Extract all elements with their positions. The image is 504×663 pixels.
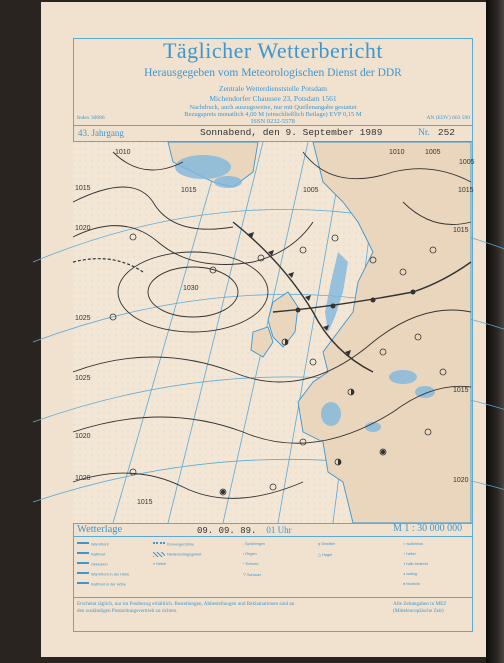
legend-label: Hagel xyxy=(321,553,332,557)
section-label: Wetterlage xyxy=(77,524,123,535)
legend-symbol: ● xyxy=(403,582,407,586)
legend-symbol xyxy=(77,542,89,547)
legend-item xyxy=(243,562,258,566)
subscription-notice: Erscheint täglich, nur im Postbezug erhältlich. Bestellungen, Abbestellungen und Reklamationen sind an den zuständigen Postzeitungsvertrieb zu richten. xyxy=(77,601,295,614)
legend-label: Schauer xyxy=(246,573,262,577)
issue-number-label: Nr. xyxy=(418,128,430,138)
rule-top xyxy=(73,125,473,126)
legend-label: Kaltfront xyxy=(91,552,106,557)
weather-map xyxy=(73,142,475,523)
legend-label: heiter xyxy=(406,552,416,556)
isobar-label: 1015 xyxy=(75,185,91,192)
legend-symbol xyxy=(77,572,89,577)
legend-item xyxy=(77,542,109,547)
legend-item xyxy=(77,552,105,557)
legend-item xyxy=(77,562,108,567)
weather-map-svg xyxy=(73,142,475,523)
legend-label: bedeckt xyxy=(406,582,420,586)
legend-symbol: ≡ xyxy=(153,562,157,566)
index-number: Index 30686 xyxy=(77,115,105,121)
legend-label: wolkenlos xyxy=(406,542,424,546)
legend-item xyxy=(77,572,129,577)
isobar-label: 1020 xyxy=(453,477,469,484)
isobar-label: 1020 xyxy=(75,225,91,232)
legend-symbol: ○ xyxy=(403,542,407,546)
legend-symbol: ʞ xyxy=(318,542,321,546)
map-scale: M 1 : 30 000 000 xyxy=(393,523,463,534)
isobar-label: 1015 xyxy=(458,187,474,194)
page-title: Täglicher Wetterbericht xyxy=(162,38,384,63)
legend-label: halb bedeckt xyxy=(406,562,428,566)
legend-symbol xyxy=(153,542,165,547)
legend-item xyxy=(318,542,335,546)
legend-symbol: ▽ xyxy=(243,573,247,577)
binding-edge xyxy=(486,0,504,663)
price-line: Bezugspreis monatlich 4,00 M (einschließlich Beilage) EVP 0,15 M xyxy=(184,111,362,118)
legend-symbol: ◑ xyxy=(403,562,407,566)
an-number: AN (EDV) 603 590 xyxy=(426,115,470,121)
isobar-label: 1015 xyxy=(181,187,197,194)
legend-item xyxy=(318,552,332,557)
isobar-label: 1010 xyxy=(115,149,131,156)
issn-line: ISSN 0232-5578 xyxy=(251,118,295,125)
legend-label: Warmfront in der Höhe xyxy=(91,572,130,577)
legend-item xyxy=(153,562,166,566)
isobar-label: 1015 xyxy=(137,499,153,506)
legend-symbol: △ xyxy=(318,553,322,557)
legend-item xyxy=(403,562,428,566)
legend-item xyxy=(403,542,423,546)
legend-symbol xyxy=(153,552,165,557)
map-date-value: 09. 09. 89. xyxy=(197,526,257,536)
legend-label: Konvergenzlinie xyxy=(167,542,195,547)
legend-label: Niederschlagsgebiet xyxy=(167,552,202,557)
legend-item xyxy=(153,552,201,557)
map-time: 01 Uhr xyxy=(266,525,292,535)
isobar-label: 1010 xyxy=(389,149,405,156)
legend-label: Kaltfront in der Höhe xyxy=(91,582,126,587)
legend-symbol: • xyxy=(243,552,246,556)
isobar-label: 1020 xyxy=(75,433,91,440)
legend-item xyxy=(153,542,194,547)
isobar-label: 1005 xyxy=(459,159,475,166)
legend-label: Nebel xyxy=(156,562,167,566)
issue-number-value: 252 xyxy=(437,127,455,138)
issue-number xyxy=(418,127,455,138)
legend-label: Okklusion xyxy=(91,562,108,567)
legend-symbol: , xyxy=(243,542,246,546)
address-line: Michendorfer Chaussee 23, Potsdam 1561 xyxy=(209,94,337,103)
legend-item xyxy=(243,542,265,546)
legend-item xyxy=(243,552,257,556)
map-date xyxy=(197,525,292,536)
isobar-label: 1025 xyxy=(75,375,91,382)
legend-item xyxy=(77,582,126,587)
legend-item xyxy=(403,572,417,576)
legend-item xyxy=(243,572,261,577)
legend-label: Schnee xyxy=(245,562,259,566)
legend-symbol xyxy=(77,552,89,557)
isobar-label: 1025 xyxy=(75,315,91,322)
legend-symbol xyxy=(77,562,89,567)
legend-symbol: ◔ xyxy=(403,552,407,556)
legend-label: wolkig xyxy=(406,572,417,576)
volume-label: 43. Jahrgang xyxy=(78,128,124,138)
legend-symbol xyxy=(77,582,89,587)
issue-date: Sonnabend, den 9. September 1989 xyxy=(200,127,383,138)
legend-label: Regen xyxy=(245,552,257,556)
legend-item xyxy=(403,552,416,556)
legend-label: Warmfront xyxy=(91,542,109,547)
time-zone-note: Alle Zeitangaben in MEZ (Mitteleuropäische Zeit) xyxy=(393,601,447,614)
isobar-label: 1015 xyxy=(453,227,469,234)
isobar-label: 1005 xyxy=(303,187,319,194)
reprint-notice: Nachdruck, auch auszugsweise, nur mit Quellenangabe gestattet xyxy=(189,104,357,111)
isobar-label: 1005 xyxy=(425,149,441,156)
isobar-label: 1030 xyxy=(183,285,199,292)
institute-line: Zentrale Wetterdienststelle Potsdam xyxy=(219,84,327,93)
legend xyxy=(73,536,471,596)
publisher-line: Herausgegeben vom Meteorologischen Dienst der DDR xyxy=(144,67,402,79)
isobar-label: 1015 xyxy=(453,387,469,394)
legend-symbol: * xyxy=(243,562,246,566)
legend-symbol: ◕ xyxy=(403,572,407,576)
legend-label: Gewitter xyxy=(320,542,336,546)
isobar-label: 1020 xyxy=(75,475,91,482)
legend-label: Sprühregen xyxy=(245,542,265,546)
legend-item xyxy=(403,582,420,586)
rule-footer xyxy=(73,597,473,598)
